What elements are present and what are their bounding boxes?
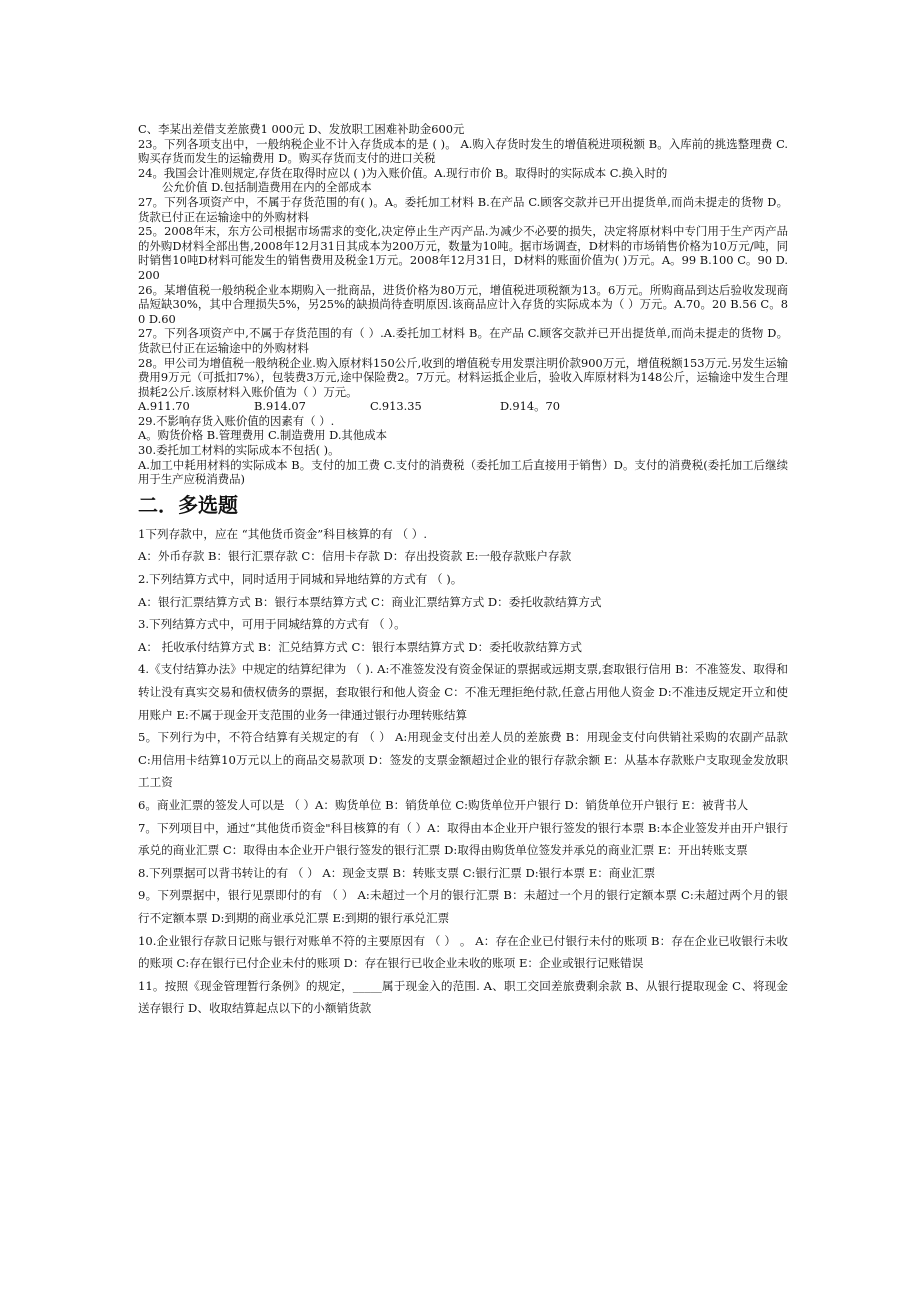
question-30: 30.委托加工材料的实际成本不包括( )。: [138, 443, 340, 458]
question-28-options: [138, 399, 788, 414]
mc-question-10: 10.企业银行存款日记账与银行对账单不符的主要原因有 （ ） 。 A：存在企业已付银行未付的账项 B：存在企业已收银行未收的账项 C:存在银行已付企业未付的账项 D：存在银行已收企业未收的账项 E：企业或银行记账错误: [138, 933, 788, 971]
single-choice-continued: [138, 122, 788, 487]
mc-question-3: 3.下列结算方式中，可用于同城结算的方式有 （ ）。: [138, 617, 406, 632]
section-heading: 二．多选题: [138, 492, 238, 517]
question-26: 26。某增值税一般纳税企业本期购入一批商品，进货价格为80万元，增值税进项税额为13。6万元。所购商品到达后验收发现商品短缺30%，其中合理损失5%，另25%的缺损尚待查明原因.该商品应计入存货的实际成本为（ ）万元。A.70。20 B.56 C。80 D.60: [138, 282, 788, 326]
question-27b: 27。下列各项资产中,不属于存货范围的有（ ）.A.委托加工材料 B。在产品 C.顾客交款并已开出提货单,而尚未提走的货物 D。货款已付正在运输途中的外购材料: [138, 326, 788, 355]
mc-question-7: 7。下列项目中，通过“其他货币资金"科目核算的有（ ）A：取得由本企业开户银行签发的银行本票 B:本企业签发并由开户银行承兑的商业汇票 C：取得由本企业开户银行签发的银行汇票 D:取得由购货单位签发并承兑的商业汇票 E：开出转账支票: [138, 820, 788, 858]
option: A.911.70: [138, 399, 190, 414]
document-page: [138, 122, 788, 1020]
multiple-choice-section: [138, 523, 788, 1020]
mc-options-1: A：外币存款 B：银行汇票存款 C：信用卡存款 D：存出投资款 E:一般存款账户存款: [138, 549, 572, 564]
mc-options-2: A：银行汇票结算方式 B：银行本票结算方式 C：商业汇票结算方式 D：委托收款结算方式: [138, 594, 602, 609]
mc-question-8: 8.下列票据可以背书转让的有 （ ） A：现金支票 B：转账支票 C:银行汇票 D:银行本票 E：商业汇票: [138, 865, 656, 880]
question-23: 23。下列各项支出中，一般纳税企业不计入存货成本的是 ( )。 A.购入存货时发生的增值税进项税额 B。入库前的挑选整理费 C.购买存货而发生的运输费用 D。购买存货而支付的进口关税: [138, 136, 788, 166]
question-29: 29.不影响存货入账价值的因素有（ ）.: [138, 413, 335, 428]
mc-question-2: 2.下列结算方式中，同时适用于同城和异地结算的方式有 （ )。: [138, 572, 463, 587]
mc-question-4: 4.《支付结算办法》中规定的结算纪律为 （ ). A:不准签发没有资金保证的票据或远期支票,套取银行信用 B：不准签发、取得和转让没有真实交易和债权债务的票据，套取银行和他人资金 C：不准无理拒绝付款,任意占用他人资金 D:不准违反规定开立和使用账户 E:不属于现金开支范围的业务一律通过银行办理转账结算: [138, 662, 788, 722]
question-24-cont: 公允价值 D.包括制造费用在内的全部成本: [162, 180, 372, 195]
question-24: 24。我国会计准则规定,存货在取得时应以 ( )为入账价值。A.现行市价 B。取得时的实际成本 C.换入时的: [138, 165, 668, 180]
option: C.913.35: [370, 399, 422, 414]
question-30-options: A.加工中耗用材料的实际成本 B。支付的加工费 C.支付的消费税（委托加工后直接用于销售）D。支付的消费税(委托加工后继续用于生产应税消费品): [138, 457, 788, 487]
mc-question-11: 11。按照《现金管理暂行条例》的规定，_____属于现金入的范围. A、职工交回差旅费剩余款 B、从银行提取现金 C、将现金送存银行 D、收取结算起点以下的小额销货款: [138, 978, 788, 1016]
question-27a: 27。下列各项资产中，不属于存货范围的有( )。A。委托加工材料 B.在产品 C.顾客交款并已开出提货单,而尚未提走的货物 D。货款已付正在运输途中的外购材料: [138, 194, 788, 224]
question-25: 25。2008年末，东方公司根据市场需求的变化,决定停止生产丙产品.为减少不必要的损失，决定将原材料中专门用于生产丙产品的外购D材料全部出售,2008年12月31日其成本为200万元，数量为10吨。据市场调查，D材料的市场销售价格为10万元/吨，同时销售10吨D材料可能发生的销售费用及税金1万元。2008年12月31日，D材料的账面价值为( )万元。A。99 B.100 C。90 D.200: [138, 224, 788, 282]
mc-question-9: 9。下列票据中，银行见票即付的有 （ ） A:未超过一个月的银行汇票 B：未超过一个月的银行定额本票 C:未超过两个月的银行不定额本票 D:到期的商业承兑汇票 E:到期的银行承兑汇票: [138, 888, 788, 925]
mc-question-6: 6。商业汇票的签发人可以是 （ ）A：购货单位 B：销货单位 C:购货单位开户银行 D：销货单位开户银行 E：被背书人: [138, 797, 749, 812]
mc-options-3: A： 托收承付结算方式 B：汇兑结算方式 C：银行本票结算方式 D：委托收款结算方式: [138, 639, 582, 654]
mc-question-1: 1下列存款中，应在 “其他货币资金”科目核算的有 （ ）.: [138, 526, 428, 541]
mc-question-5: 5。下列行为中，不符合结算有关规定的有 （ ） A:用现金支付出差人员的差旅费 B：用现金支付向供销社采购的农副产品款 C:用信用卡结算10万元以上的商品交易款项 D：签发的支票金额超过企业的银行存款余额 E：从基本存款账户支取现金发放职工工资: [138, 730, 788, 790]
text-line: C、李某出差借支差旅费1 000元 D、发放职工困难补助金600元: [138, 122, 465, 136]
question-29-options: A。购货价格 B.管理费用 C.制造费用 D.其他成本: [138, 428, 387, 443]
question-28: 28。甲公司为增值税一般纳税企业.购入原材料150公斤,收到的增值税专用发票注明价款900万元，增值税额153万元.另发生运输费用9万元（可抵扣7%），包装费3万元,途中保险费2。7万元。材料运抵企业后，验收入库原材料为148公斤，运输途中发生合理损耗2公斤.该原材料入账价值为（ ）万元。: [138, 355, 788, 399]
option: B.914.07: [254, 399, 306, 414]
option: D.914。70: [500, 399, 560, 414]
